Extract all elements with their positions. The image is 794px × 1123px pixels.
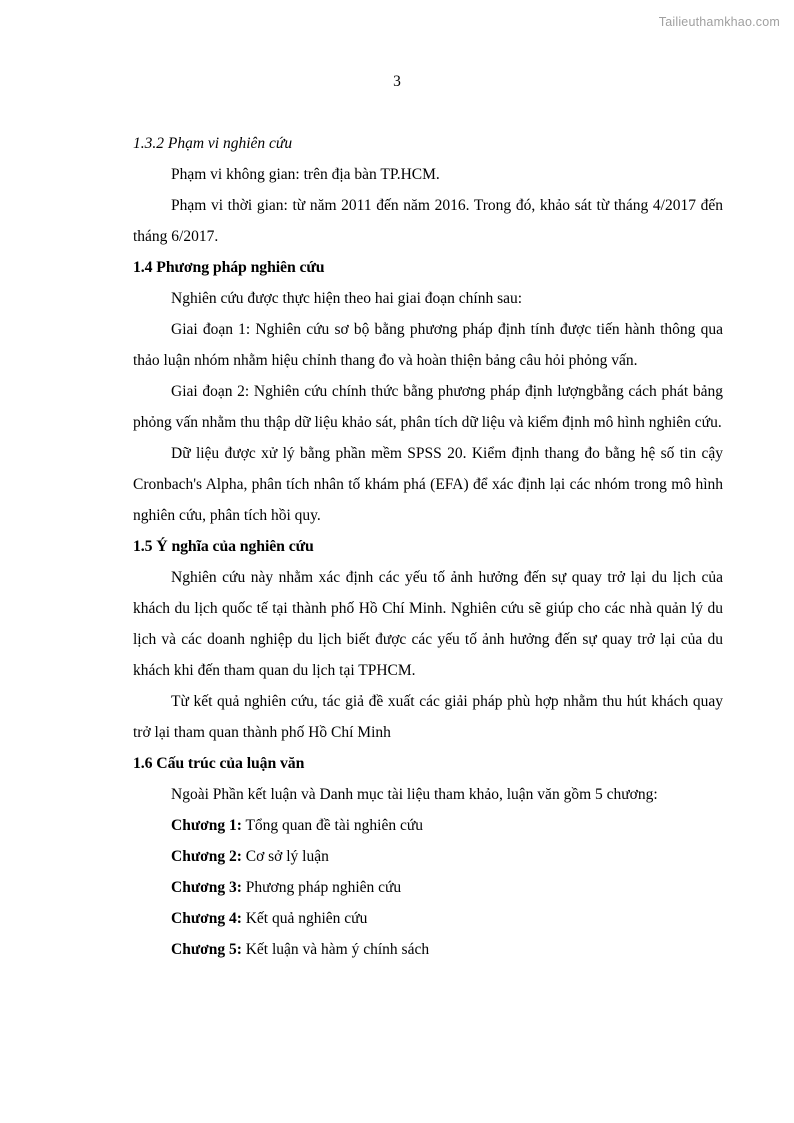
chapter-title: Kết luận và hàm ý chính sách [241, 941, 430, 958]
chapter-list-item [133, 841, 723, 872]
paragraph-scope-space: Phạm vi không gian: trên địa bàn TP.HCM. [171, 166, 440, 183]
watermark-text: Tailieuthamkhao.com [658, 15, 780, 29]
chapter-title: Cơ sở lý luận [241, 848, 329, 865]
paragraph-method-intro: Nghiên cứu được thực hiện theo hai giai đoạn chính sau: [171, 290, 523, 307]
chapter-list-item [133, 934, 723, 965]
heading-meaning: 1.5 Ý nghĩa của nghiên cứu [133, 538, 314, 555]
paragraph-scope-time: Phạm vi thời gian: từ năm 2011 đến năm 2016. Trong đó, khảo sát từ tháng 4/2017 đến tháng 6/2017. [133, 197, 723, 245]
paragraph-method-tools: Dữ liệu được xử lý bằng phần mềm SPSS 20. Kiểm định thang đo bằng hệ số tin cậy Cronbach's Alpha, phân tích nhân tố khám phá (EFA) để xác định lại các nhóm trong mô hình nghiên cứu, phân tích hồi quy. [133, 445, 723, 524]
page-number: 3 [393, 73, 401, 90]
chapter-label: Chương 5: [171, 941, 242, 958]
paragraph-structure-intro: Ngoài Phần kết luận và Danh mục tài liệu tham khảo, luận văn gồm 5 chương: [171, 786, 658, 803]
chapter-title: Phương pháp nghiên cứu [241, 879, 402, 896]
chapter-label: Chương 3: [171, 879, 242, 896]
heading-method: 1.4 Phương pháp nghiên cứu [133, 259, 325, 276]
chapter-title: Kết quả nghiên cứu [241, 910, 368, 927]
chapter-label: Chương 4: [171, 910, 242, 927]
page-content [133, 128, 723, 965]
chapter-label: Chương 1: [171, 817, 242, 834]
chapter-list-item [133, 872, 723, 903]
heading-structure: 1.6 Cấu trúc của luận văn [133, 755, 305, 772]
paragraph-method-phase2: Giai đoạn 2: Nghiên cứu chính thức bằng phương pháp định lượngbằng cách phát bảng phỏng vấn nhằm thu thập dữ liệu khảo sát, phân tích dữ liệu và kiểm định mô hình nghiên cứu. [133, 383, 723, 431]
paragraph-meaning-2: Từ kết quả nghiên cứu, tác giả đề xuất các giải pháp phù hợp nhằm thu hút khách quay trở lại tham quan thành phố Hồ Chí Minh [133, 693, 723, 741]
heading-scope: 1.3.2 Phạm vi nghiên cứu [133, 135, 293, 152]
chapter-list-item [133, 903, 723, 934]
paragraph-meaning-1: Nghiên cứu này nhằm xác định các yếu tố ảnh hưởng đến sự quay trở lại du lịch của khách du lịch quốc tế tại thành phố Hồ Chí Minh. Nghiên cứu sẽ giúp cho các nhà quản lý du lịch và các doanh nghiệp du lịch biết được các yếu tố ảnh hưởng đến sự quay trở lại của du khách khi đến tham quan du lịch tại TPHCM. [133, 569, 723, 679]
chapter-label: Chương 2: [171, 848, 242, 865]
chapter-title: Tổng quan đề tài nghiên cứu [241, 817, 424, 834]
chapter-list-item [133, 810, 723, 841]
paragraph-method-phase1: Giai đoạn 1: Nghiên cứu sơ bộ bằng phương pháp định tính được tiến hành thông qua thảo luận nhóm nhằm hiệu chỉnh thang đo và hoàn thiện bảng câu hỏi phỏng vấn. [133, 321, 723, 369]
